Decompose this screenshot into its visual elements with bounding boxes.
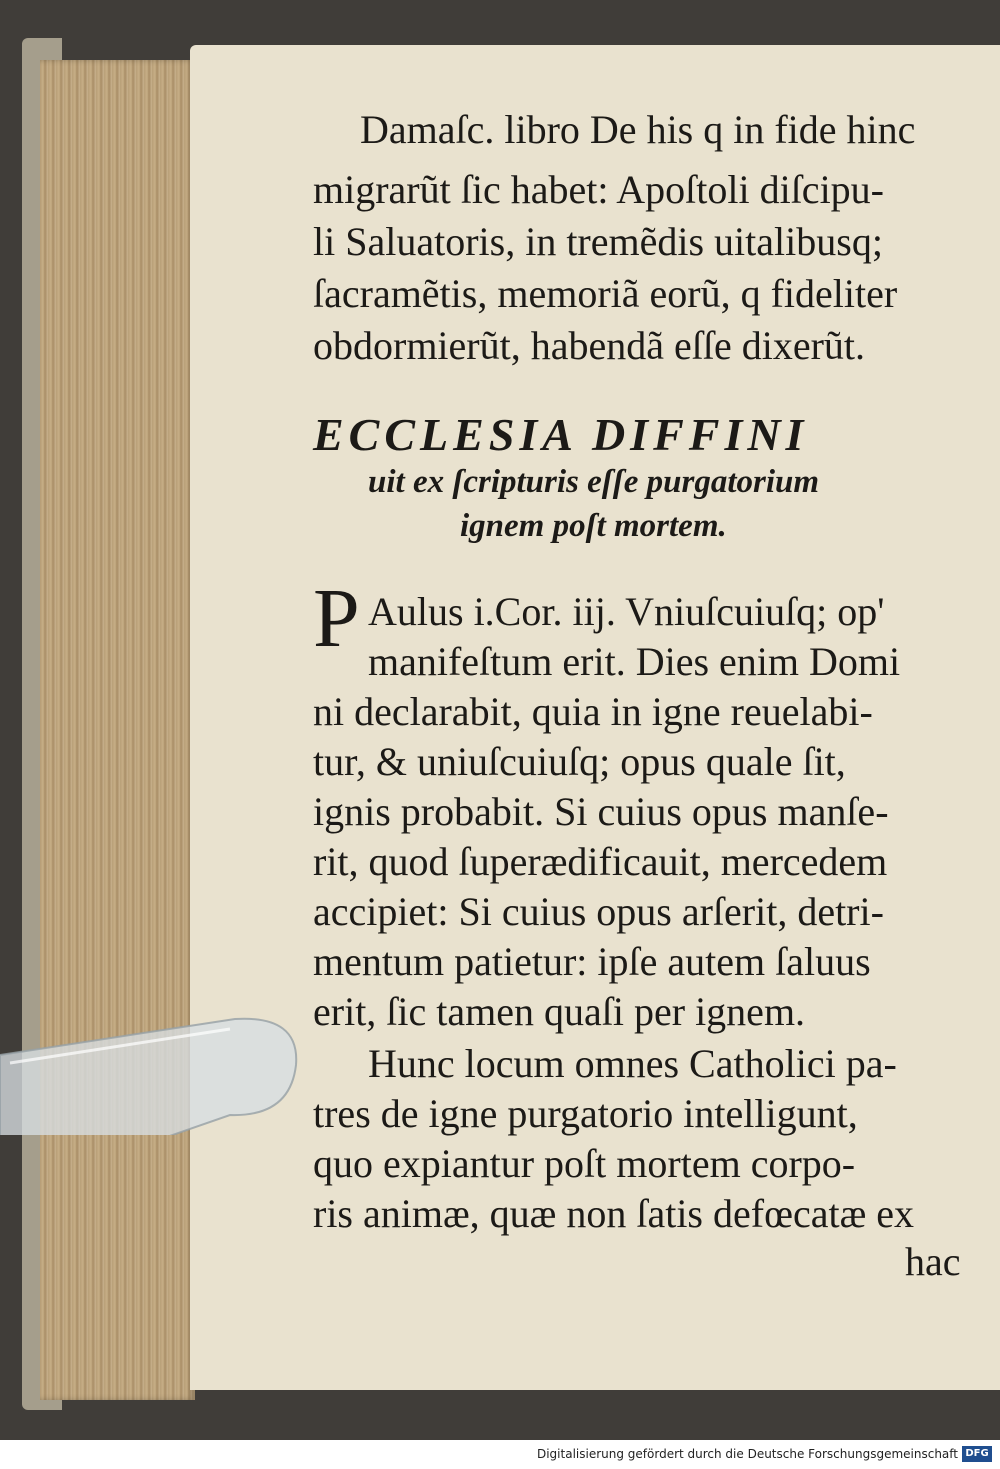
footer-credit: Digitalisierung gefördert durch die Deutsche Forschungsgemeinschaft xyxy=(536,1447,958,1461)
text-line: Damaſc. libro De his q in fide hinc xyxy=(360,107,916,152)
section-subheading: uit ex ſcripturis eſſe purgatorium xyxy=(368,464,820,500)
text-line: ignis probabit. Si cuius opus manſe- xyxy=(313,789,889,834)
text-line: manifeſtum erit. Dies enim Domi xyxy=(368,639,901,684)
text-line: mentum patietur: ipſe autem ſaluus xyxy=(313,939,871,984)
text-line: Hunc locum omnes Catholici pa- xyxy=(368,1041,897,1086)
digitization-footer xyxy=(0,1440,1000,1469)
text-line: ſacramẽtis, memoriã eorũ, q fideliter xyxy=(313,271,898,316)
catchword: hac xyxy=(905,1239,961,1284)
text-line: Aulus i.Cor. iij. Vniuſcuiuſq; op' xyxy=(368,589,885,634)
text-line: quo expiantur poſt mortem corpo- xyxy=(313,1141,856,1186)
text-line: obdormierũt, habendã eſſe dixerũt. xyxy=(313,323,866,368)
section-heading: ECCLESIA DIFFINI xyxy=(313,409,809,460)
text-line: ris animæ, quæ non ſatis defœcatæ ex xyxy=(313,1191,915,1236)
text-line: migrarũt ſic habet: Apoſtoli diſcipu- xyxy=(313,167,884,212)
page-stack-edge xyxy=(40,60,195,1400)
section-subheading: ignem poſt mortem. xyxy=(460,508,727,544)
dfg-logo: DFG xyxy=(962,1446,992,1462)
text-line: erit, ſic tamen quaſi per ignem. xyxy=(313,989,806,1034)
text-line: accipiet: Si cuius opus arſerit, detri- xyxy=(313,889,884,934)
drop-capital: P xyxy=(313,572,360,665)
text-line: tres de igne purgatorio intelligunt, xyxy=(313,1091,858,1136)
page-holder-strip xyxy=(0,1015,300,1135)
text-line: rit, quod ſuperædificauit, mercedem xyxy=(313,839,888,884)
text-line: ni declarabit, quia in igne reuelabi- xyxy=(313,689,873,734)
text-line: tur, & uniuſcuiuſq; opus quale ſit, xyxy=(313,739,846,784)
text-line: li Saluatoris, in tremẽdis uitalibusq; xyxy=(313,219,883,264)
